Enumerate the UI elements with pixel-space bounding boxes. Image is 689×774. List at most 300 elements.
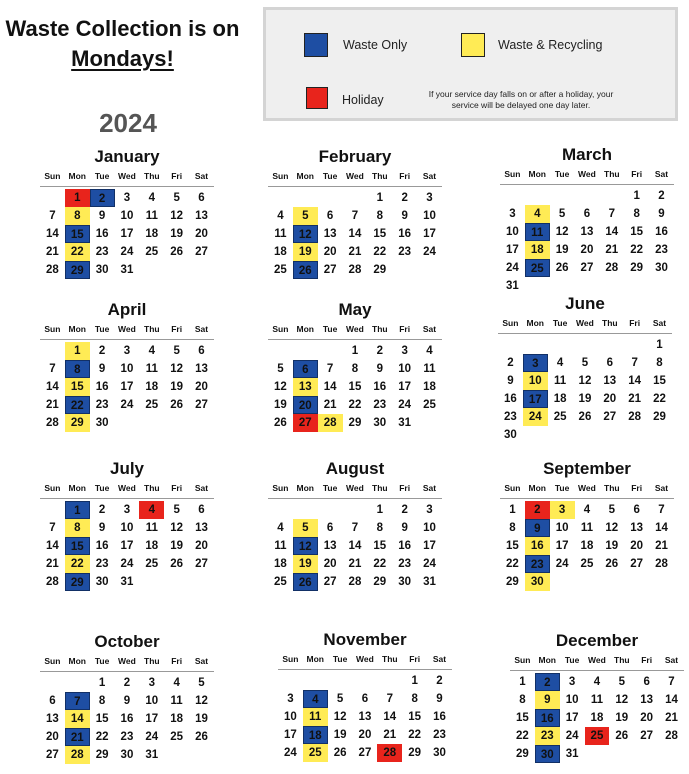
header-divider bbox=[268, 186, 442, 187]
day-cell: 5 bbox=[173, 192, 180, 204]
weekday-header bbox=[40, 483, 214, 497]
month-title: October bbox=[94, 632, 160, 651]
header-divider bbox=[278, 669, 452, 670]
day-cell: 6 bbox=[583, 208, 591, 220]
day-cell: 13 bbox=[603, 375, 617, 387]
weekday-label: Mon bbox=[68, 656, 86, 666]
weekday-header bbox=[498, 318, 672, 332]
day-cell: 10 bbox=[398, 363, 412, 375]
day-cell: 23 bbox=[95, 399, 109, 411]
empty-cell bbox=[500, 187, 525, 205]
empty-cell bbox=[40, 189, 65, 207]
month-november bbox=[278, 629, 452, 762]
day-cell: 4 bbox=[556, 357, 564, 369]
day-cell: 26 bbox=[170, 558, 184, 570]
day-cell: 24 bbox=[398, 399, 412, 411]
day-cell: 3 bbox=[287, 693, 294, 705]
weekday-label: Sun bbox=[272, 324, 289, 334]
weekday-label: Sun bbox=[44, 324, 61, 334]
day-cell: 17 bbox=[120, 540, 134, 552]
day-cell: 19 bbox=[555, 244, 569, 256]
waste-recycling-day: 30 bbox=[525, 573, 550, 591]
day-cell: 4 bbox=[173, 677, 180, 689]
weekday-label: Thu bbox=[144, 656, 160, 666]
day-cell: 27 bbox=[630, 558, 644, 570]
weekday-label: Sat bbox=[194, 656, 209, 666]
day-cell: 18 bbox=[590, 712, 604, 724]
day-cell: 24 bbox=[145, 731, 159, 743]
day-cell: 26 bbox=[274, 417, 287, 429]
heading-line-2: Mondays! bbox=[71, 46, 174, 71]
day-cell: 15 bbox=[408, 711, 422, 723]
empty-cell bbox=[278, 672, 303, 690]
day-cell: 31 bbox=[565, 748, 579, 760]
waste-only-day: 18 bbox=[303, 726, 328, 744]
day-cell: 26 bbox=[170, 246, 184, 258]
day-cell: 27 bbox=[603, 411, 617, 423]
weekday-label: Fri bbox=[171, 483, 183, 493]
weekday-header bbox=[40, 656, 214, 670]
day-cell: 11 bbox=[590, 694, 604, 706]
day-cell: 19 bbox=[195, 713, 208, 725]
weekday-label: Tue bbox=[554, 169, 570, 179]
day-cell: 10 bbox=[284, 711, 297, 723]
day-cell: 1 bbox=[509, 504, 516, 516]
empty-cell bbox=[293, 501, 318, 519]
day-cell: 7 bbox=[668, 676, 675, 688]
day-cell: 7 bbox=[631, 357, 638, 369]
weekday-label: Wed bbox=[356, 654, 374, 664]
day-cell: 16 bbox=[398, 228, 412, 240]
day-cell: 28 bbox=[655, 558, 668, 570]
empty-cell bbox=[343, 501, 368, 519]
day-cell: 21 bbox=[605, 244, 619, 256]
day-cell: 8 bbox=[411, 693, 418, 705]
day-cell: 15 bbox=[630, 226, 644, 238]
day-cell: 10 bbox=[120, 522, 134, 534]
waste-only-day: 29 bbox=[65, 573, 90, 591]
day-cell: 9 bbox=[658, 208, 665, 220]
waste-recycling-day: 23 bbox=[535, 727, 560, 745]
day-cell: 27 bbox=[358, 747, 372, 759]
day-cell: 16 bbox=[95, 381, 109, 393]
day-cell: 11 bbox=[145, 210, 158, 222]
weekday-label: Mon bbox=[296, 483, 314, 493]
day-cell: 15 bbox=[373, 228, 387, 240]
day-cell: 9 bbox=[507, 375, 514, 387]
day-cell: 22 bbox=[506, 558, 519, 570]
waste-recycling-day: 14 bbox=[65, 710, 90, 728]
waste-recycling-day: 5 bbox=[293, 519, 318, 537]
waste-only-day: 29 bbox=[65, 261, 90, 279]
waste-only-day: 3 bbox=[523, 354, 548, 372]
month-march bbox=[500, 144, 674, 295]
day-cell: 21 bbox=[46, 246, 59, 258]
waste-recycling-day: 4 bbox=[525, 205, 550, 223]
weekday-label: Tue bbox=[94, 483, 110, 493]
waste-recycling-day: 8 bbox=[65, 519, 90, 537]
weekday-label: Sun bbox=[272, 171, 289, 181]
weekday-label: Sun bbox=[504, 483, 521, 493]
weekday-label: Sat bbox=[432, 654, 447, 664]
day-cell: 8 bbox=[351, 363, 359, 375]
empty-cell bbox=[575, 187, 600, 205]
day-cell: 31 bbox=[398, 417, 412, 429]
day-cell: 27 bbox=[580, 262, 594, 274]
day-cell: 6 bbox=[643, 676, 650, 688]
day-cell: 16 bbox=[655, 226, 668, 238]
empty-cell bbox=[293, 342, 318, 360]
month-title: June bbox=[565, 294, 605, 313]
waste-only-day: 30 bbox=[535, 745, 560, 763]
day-cell: 7 bbox=[386, 693, 393, 705]
day-cell: 29 bbox=[348, 417, 362, 429]
day-cell: 26 bbox=[578, 411, 592, 423]
weekday-label: Tue bbox=[564, 655, 580, 665]
day-cell: 6 bbox=[606, 357, 613, 369]
day-cell: 16 bbox=[373, 381, 387, 393]
waste-only-swatch bbox=[304, 33, 328, 57]
month-title: December bbox=[555, 631, 639, 650]
waste-only-day: 11 bbox=[525, 223, 550, 241]
day-cell: 15 bbox=[516, 712, 529, 724]
day-cell: 30 bbox=[95, 576, 109, 588]
weekday-label: Wed bbox=[346, 171, 364, 181]
weekday-label: Tue bbox=[554, 483, 570, 493]
day-cell: 7 bbox=[49, 363, 56, 375]
day-cell: 14 bbox=[383, 711, 397, 723]
day-cell: 25 bbox=[423, 399, 436, 411]
day-cell: 26 bbox=[170, 399, 184, 411]
day-cell: 2 bbox=[401, 192, 408, 204]
waste-only-day: 20 bbox=[293, 396, 318, 414]
day-cell: 28 bbox=[46, 576, 59, 588]
day-cell: 18 bbox=[580, 540, 594, 552]
day-cell: 25 bbox=[580, 558, 594, 570]
day-cell: 20 bbox=[580, 244, 594, 256]
weekday-header bbox=[268, 171, 442, 185]
day-cell: 22 bbox=[653, 393, 666, 405]
day-cell: 26 bbox=[605, 558, 619, 570]
day-cell: 21 bbox=[383, 729, 397, 741]
waste-only-day: 17 bbox=[523, 390, 548, 408]
empty-cell bbox=[353, 672, 378, 690]
waste-recycling-day: 28 bbox=[318, 414, 343, 432]
empty-cell bbox=[318, 501, 343, 519]
weekday-label: Sun bbox=[44, 483, 61, 493]
day-cell: 24 bbox=[506, 262, 519, 274]
waste-only-label: Waste Only bbox=[343, 38, 408, 52]
weekday-label: Tue bbox=[94, 656, 110, 666]
holiday-swatch bbox=[306, 87, 328, 109]
weekday-label: Tue bbox=[552, 318, 568, 328]
day-cell: 21 bbox=[323, 399, 337, 411]
day-cell: 28 bbox=[46, 417, 59, 429]
day-cell: 14 bbox=[628, 375, 642, 387]
day-cell: 1 bbox=[376, 504, 383, 516]
day-cell: 4 bbox=[426, 345, 433, 357]
weekday-label: Fri bbox=[629, 318, 641, 328]
day-cell: 17 bbox=[120, 381, 134, 393]
weekday-label: Sat bbox=[654, 483, 669, 493]
empty-cell bbox=[40, 342, 65, 360]
day-cell: 26 bbox=[615, 730, 629, 742]
weekday-label: Sat bbox=[654, 169, 669, 179]
holiday-day: 25 bbox=[585, 727, 610, 745]
month-title: September bbox=[543, 459, 631, 478]
day-cell: 2 bbox=[98, 345, 106, 357]
waste-only-day: 2 bbox=[535, 673, 560, 691]
holiday-day: 27 bbox=[293, 414, 318, 432]
day-cell: 3 bbox=[426, 504, 433, 516]
weekday-label: Mon bbox=[526, 318, 544, 328]
day-cell: 13 bbox=[358, 711, 372, 723]
header-divider bbox=[268, 339, 442, 340]
day-cell: 7 bbox=[658, 504, 665, 516]
day-cell: 10 bbox=[145, 695, 159, 707]
day-cell: 24 bbox=[284, 747, 297, 759]
weekday-label: Thu bbox=[144, 171, 160, 181]
waste-recycling-day: 15 bbox=[65, 378, 90, 396]
day-cell: 1 bbox=[351, 345, 359, 357]
waste-recycling-day: 3 bbox=[550, 501, 575, 519]
weekday-header bbox=[278, 654, 452, 668]
weekday-label: Fri bbox=[399, 171, 411, 181]
weekday-label: Sun bbox=[514, 655, 531, 665]
day-cell: 4 bbox=[148, 345, 155, 357]
weekday-label: Wed bbox=[118, 483, 136, 493]
day-cell: 22 bbox=[516, 730, 529, 742]
day-cell: 6 bbox=[49, 695, 56, 707]
day-cell: 14 bbox=[46, 228, 59, 240]
weekday-label: Mon bbox=[68, 483, 86, 493]
day-cell: 25 bbox=[553, 411, 567, 423]
day-cell: 23 bbox=[433, 729, 446, 741]
day-cell: 16 bbox=[95, 540, 109, 552]
day-cell: 18 bbox=[170, 713, 184, 725]
day-grid bbox=[500, 501, 674, 591]
weekday-header bbox=[40, 324, 214, 338]
weekday-header bbox=[40, 171, 214, 185]
day-cell: 29 bbox=[506, 576, 519, 588]
day-cell: 13 bbox=[640, 694, 654, 706]
day-cell: 28 bbox=[348, 264, 362, 276]
day-cell: 12 bbox=[578, 375, 592, 387]
weekday-label: Tue bbox=[94, 171, 110, 181]
day-cell: 25 bbox=[274, 264, 287, 276]
day-cell: 4 bbox=[277, 522, 284, 534]
day-cell: 20 bbox=[630, 540, 644, 552]
weekday-label: Wed bbox=[578, 483, 596, 493]
waste-only-day: 16 bbox=[535, 709, 560, 727]
day-cell: 28 bbox=[348, 576, 362, 588]
waste-recycling-day: 24 bbox=[523, 408, 548, 426]
empty-cell bbox=[318, 342, 343, 360]
day-cell: 23 bbox=[95, 558, 109, 570]
empty-cell bbox=[268, 342, 293, 360]
day-cell: 17 bbox=[506, 244, 519, 256]
day-cell: 20 bbox=[323, 558, 337, 570]
weekday-label: Tue bbox=[94, 324, 110, 334]
day-cell: 30 bbox=[433, 747, 446, 759]
waste-recycling-day: 8 bbox=[65, 207, 90, 225]
weekday-label: Fri bbox=[399, 324, 411, 334]
weekday-label: Wed bbox=[346, 483, 364, 493]
day-cell: 1 bbox=[98, 677, 106, 689]
day-cell: 1 bbox=[376, 192, 383, 204]
waste-recycling-day: 13 bbox=[293, 378, 318, 396]
header-divider bbox=[40, 671, 214, 672]
day-cell: 19 bbox=[170, 228, 184, 240]
month-january bbox=[40, 146, 214, 279]
day-cell: 30 bbox=[95, 417, 109, 429]
day-grid bbox=[40, 501, 214, 591]
weekday-label: Wed bbox=[588, 655, 606, 665]
weekday-label: Sat bbox=[422, 483, 437, 493]
month-title: April bbox=[107, 300, 147, 319]
weekday-header bbox=[268, 324, 442, 338]
day-cell: 25 bbox=[145, 558, 159, 570]
day-cell: 7 bbox=[49, 210, 56, 222]
waste-only-day: 15 bbox=[65, 225, 90, 243]
weekday-label: Tue bbox=[332, 654, 348, 664]
day-cell: 22 bbox=[408, 729, 422, 741]
day-cell: 25 bbox=[170, 731, 184, 743]
day-cell: 3 bbox=[426, 192, 433, 204]
waste-only-day: 21 bbox=[65, 728, 90, 746]
waste-only-day: 12 bbox=[293, 537, 318, 555]
day-grid bbox=[268, 189, 442, 279]
day-cell: 2 bbox=[376, 345, 383, 357]
day-cell: 3 bbox=[123, 504, 131, 516]
day-cell: 14 bbox=[46, 381, 59, 393]
weekday-label: Sun bbox=[282, 654, 299, 664]
day-cell: 12 bbox=[170, 210, 184, 222]
empty-cell bbox=[268, 501, 293, 519]
empty-cell bbox=[377, 672, 402, 690]
weekday-label: Fri bbox=[171, 656, 183, 666]
weekday-label: Wed bbox=[118, 656, 136, 666]
holiday-day: 2 bbox=[525, 501, 550, 519]
day-cell: 29 bbox=[516, 748, 529, 760]
waste-only-day: 22 bbox=[65, 396, 90, 414]
waste-only-day: 12 bbox=[293, 225, 318, 243]
weekday-label: Sun bbox=[44, 171, 61, 181]
empty-cell bbox=[318, 189, 343, 207]
day-cell: 24 bbox=[120, 246, 134, 258]
day-cell: 19 bbox=[170, 540, 184, 552]
day-cell: 14 bbox=[348, 228, 362, 240]
empty-cell bbox=[597, 336, 622, 354]
day-cell: 23 bbox=[373, 399, 387, 411]
day-cell: 21 bbox=[628, 393, 642, 405]
day-cell: 1 bbox=[656, 339, 663, 351]
day-cell: 21 bbox=[665, 712, 678, 724]
weekday-label: Thu bbox=[372, 483, 388, 493]
day-cell: 18 bbox=[553, 393, 567, 405]
weekday-label: Thu bbox=[604, 169, 620, 179]
day-cell: 26 bbox=[555, 262, 569, 274]
day-cell: 30 bbox=[95, 264, 109, 276]
day-cell: 24 bbox=[423, 246, 436, 258]
day-cell: 29 bbox=[408, 747, 422, 759]
empty-cell bbox=[303, 672, 328, 690]
empty-cell bbox=[40, 674, 65, 692]
day-cell: 7 bbox=[326, 363, 334, 375]
weekday-label: Thu bbox=[604, 483, 620, 493]
month-august bbox=[268, 458, 442, 591]
day-cell: 5 bbox=[277, 363, 284, 375]
day-cell: 13 bbox=[323, 540, 337, 552]
day-grid bbox=[498, 336, 672, 444]
weekday-label: Thu bbox=[602, 318, 618, 328]
empty-cell bbox=[548, 336, 573, 354]
header-divider bbox=[40, 186, 214, 187]
header-divider bbox=[510, 670, 684, 671]
weekday-header bbox=[500, 483, 674, 497]
weekday-label: Fri bbox=[399, 483, 411, 493]
weekday-label: Wed bbox=[118, 171, 136, 181]
waste-recycling-label: Waste & Recycling bbox=[498, 38, 603, 52]
empty-cell bbox=[525, 187, 550, 205]
day-cell: 20 bbox=[195, 540, 208, 552]
day-cell: 13 bbox=[195, 522, 208, 534]
day-grid bbox=[268, 342, 442, 432]
day-cell: 18 bbox=[145, 540, 159, 552]
day-cell: 27 bbox=[195, 558, 208, 570]
weekday-label: Tue bbox=[322, 483, 338, 493]
day-cell: 14 bbox=[323, 381, 337, 393]
day-cell: 13 bbox=[46, 713, 59, 725]
waste-only-day: 23 bbox=[525, 555, 550, 573]
day-cell: 9 bbox=[98, 522, 106, 534]
weekday-label: Fri bbox=[409, 654, 421, 664]
delay-note-line-1: If your service day falls on or after a holiday, your bbox=[428, 89, 614, 99]
header-divider bbox=[498, 333, 672, 334]
weekday-label: Fri bbox=[631, 169, 643, 179]
header-divider bbox=[40, 339, 214, 340]
day-cell: 13 bbox=[323, 228, 337, 240]
day-cell: 17 bbox=[565, 712, 579, 724]
day-grid bbox=[510, 673, 684, 763]
weekday-label: Sat bbox=[652, 318, 667, 328]
day-cell: 17 bbox=[284, 729, 297, 741]
weekday-header bbox=[500, 169, 674, 183]
empty-cell bbox=[622, 336, 647, 354]
weekday-label: Thu bbox=[614, 655, 630, 665]
day-cell: 10 bbox=[423, 210, 436, 222]
month-title: August bbox=[325, 459, 385, 478]
day-cell: 6 bbox=[198, 504, 205, 516]
day-cell: 2 bbox=[658, 190, 665, 202]
day-grid bbox=[500, 187, 674, 295]
day-cell: 30 bbox=[398, 576, 412, 588]
day-cell: 3 bbox=[401, 345, 408, 357]
day-cell: 19 bbox=[605, 540, 619, 552]
day-cell: 4 bbox=[277, 210, 284, 222]
waste-recycling-day: 11 bbox=[303, 708, 328, 726]
day-cell: 9 bbox=[436, 693, 443, 705]
weekday-label: Mon bbox=[296, 171, 314, 181]
day-cell: 10 bbox=[506, 226, 519, 238]
day-cell: 7 bbox=[608, 208, 615, 220]
month-title: July bbox=[109, 459, 145, 478]
weekday-label: Thu bbox=[144, 483, 160, 493]
day-cell: 10 bbox=[555, 522, 569, 534]
day-cell: 31 bbox=[120, 264, 134, 276]
day-cell: 5 bbox=[608, 504, 615, 516]
holiday-day: 28 bbox=[377, 744, 402, 762]
